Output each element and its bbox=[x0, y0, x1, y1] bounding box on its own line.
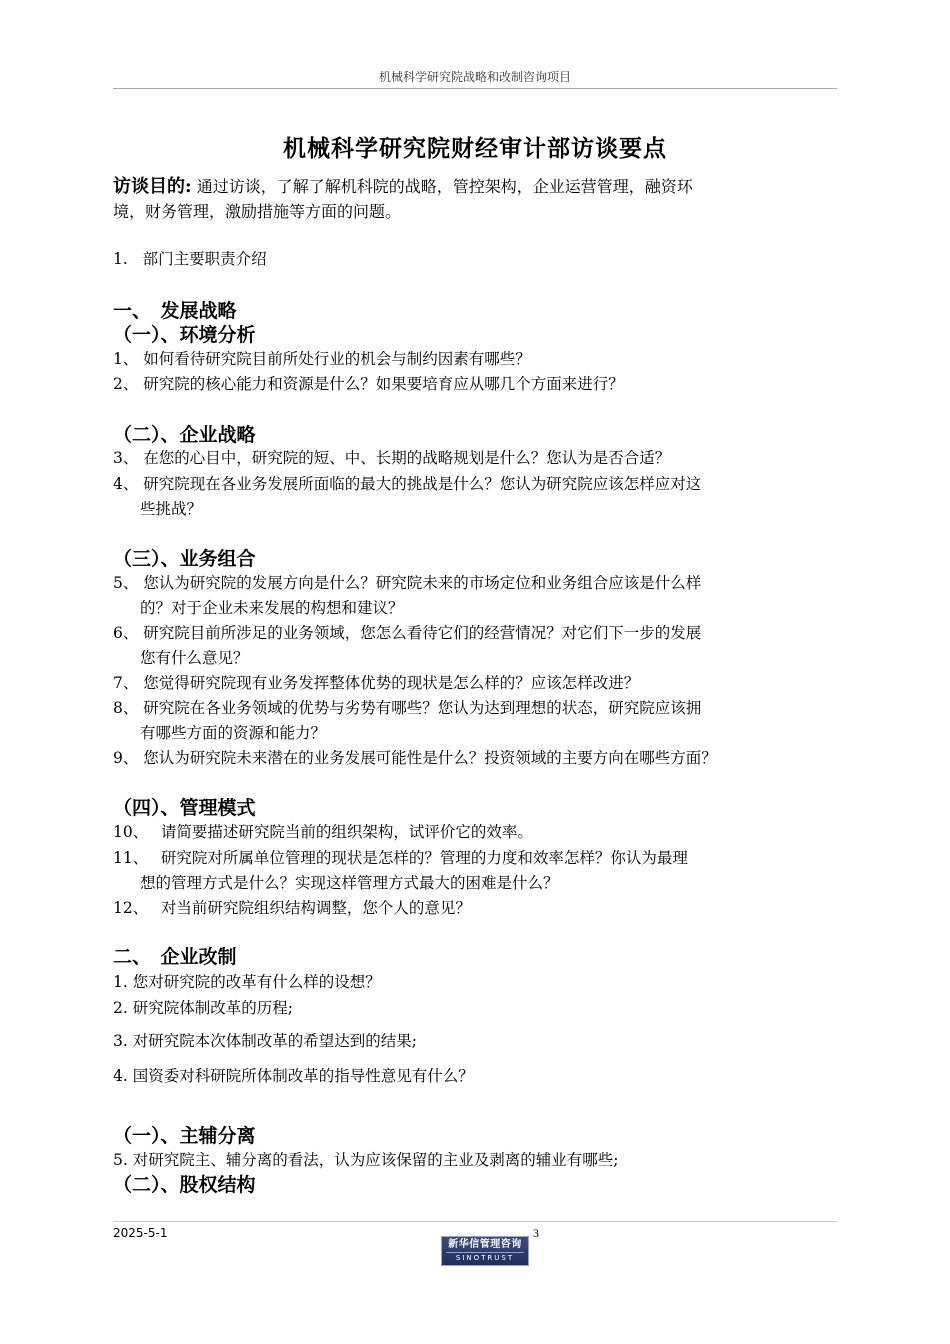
question-11: 11、 研究院对所属单位管理的现状是怎样的？管理的力度和效率怎样？你认为最理 bbox=[113, 849, 688, 867]
question-4-cont: 些挑战？ bbox=[140, 500, 203, 518]
interview-purpose bbox=[113, 174, 839, 224]
question-8: 8、 研究院在各业务领域的优势与劣势有哪些？您认为达到理想的状态，研究院应该拥 bbox=[113, 699, 702, 717]
company-logo bbox=[441, 1236, 529, 1266]
section-strategy-heading: （二）、企业战略 bbox=[113, 424, 256, 446]
section-environment-heading: （一）、环境分析 bbox=[113, 324, 256, 346]
footer-divider bbox=[113, 1221, 837, 1222]
intro-text: 部门主要职责介绍 bbox=[142, 250, 267, 268]
footer-date: 2025-5-1 bbox=[113, 1226, 168, 1240]
logo-chinese-text: 新华信管理咨询 bbox=[448, 1239, 522, 1250]
section-equity-heading: （二）、股权结构 bbox=[113, 1174, 256, 1196]
question-3: 3、 在您的心目中，研究院的短、中、长期的战略规划是什么？您认为是否合适？ bbox=[113, 449, 671, 467]
logo-english-text: SINOTRUST bbox=[446, 1252, 524, 1263]
part2-heading: 二、 企业改制 bbox=[113, 946, 237, 968]
section-management-heading: （四）、管理模式 bbox=[113, 797, 256, 819]
question-5-cont: 的？对于企业未来发展的构想和建议？ bbox=[140, 599, 404, 617]
question-1: 1、 如何看待研究院目前所处行业的机会与制约因素有哪些？ bbox=[113, 350, 531, 368]
question-6-cont: 您有什么意见？ bbox=[140, 649, 249, 667]
question-4: 4、 研究院现在各业务发展所面临的最大的挑战是什么？您认为研究院应该怎样应对这 bbox=[113, 475, 702, 493]
purpose-label: 访谈目的: bbox=[113, 176, 192, 197]
header-divider bbox=[113, 88, 837, 89]
question-12: 12、 对当前研究院组织结构调整，您个人的意见？ bbox=[113, 899, 471, 917]
section-separation-heading: （一）、主辅分离 bbox=[113, 1125, 256, 1147]
question-6: 6、 研究院目前所涉足的业务领域，您怎么看待它们的经营情况？对它们下一步的发展 bbox=[113, 624, 702, 642]
part1-heading: 一、 发展战略 bbox=[113, 300, 237, 322]
question-7: 7、 您觉得研究院现有业务发挥整体优势的现状是怎么样的？应该怎样改进？ bbox=[113, 674, 640, 692]
question-9: 9、 您认为研究院未来潜在的业务发展可能性是什么？投资领域的主要方向在哪些方面？ bbox=[113, 749, 717, 767]
question-8-cont: 有哪些方面的资源和能力？ bbox=[140, 724, 327, 742]
page-number: 3 bbox=[533, 1226, 539, 1240]
document-title: 机械科学研究院财经审计部访谈要点 bbox=[283, 135, 667, 162]
question-11-cont: 想的管理方式是什么？实现这样管理方式最大的困难是什么？ bbox=[140, 874, 559, 892]
reform-question-4: 4. 国资委对科研院所体制改革的指导性意见有什么？ bbox=[113, 1067, 474, 1085]
purpose-text-line2: 境，财务管理，激励措施等方面的问题。 bbox=[113, 202, 402, 221]
reform-question-2: 2. 研究院体制改革的历程; bbox=[113, 999, 293, 1017]
question-2: 2、 研究院的核心能力和资源是什么？如果要培育应从哪几个方面来进行？ bbox=[113, 375, 624, 393]
intro-number: 1. bbox=[113, 250, 128, 268]
section-business-heading: （三）、业务组合 bbox=[113, 548, 256, 570]
purpose-text-line1: 通过访谈，了解了解机科院的战略，管控架构，企业运营管理，融资环 bbox=[196, 177, 693, 196]
reform-question-3: 3. 对研究院本次体制改革的希望达到的结果; bbox=[113, 1032, 417, 1050]
reform-question-5: 5. 对研究院主、辅分离的看法，认为应该保留的主业及剥离的辅业有哪些; bbox=[113, 1151, 619, 1169]
reform-question-1: 1. 您对研究院的改革有什么样的设想？ bbox=[113, 973, 381, 991]
intro-item bbox=[113, 247, 267, 269]
question-5: 5、 您认为研究院的发展方向是什么？研究院未来的市场定位和业务组合应该是什么样 bbox=[113, 574, 702, 592]
running-header: 机械科学研究院战略和改制咨询项目 bbox=[378, 70, 571, 84]
question-10: 10、 请简要描述研究院当前的组织架构，试评价它的效率。 bbox=[113, 823, 533, 841]
